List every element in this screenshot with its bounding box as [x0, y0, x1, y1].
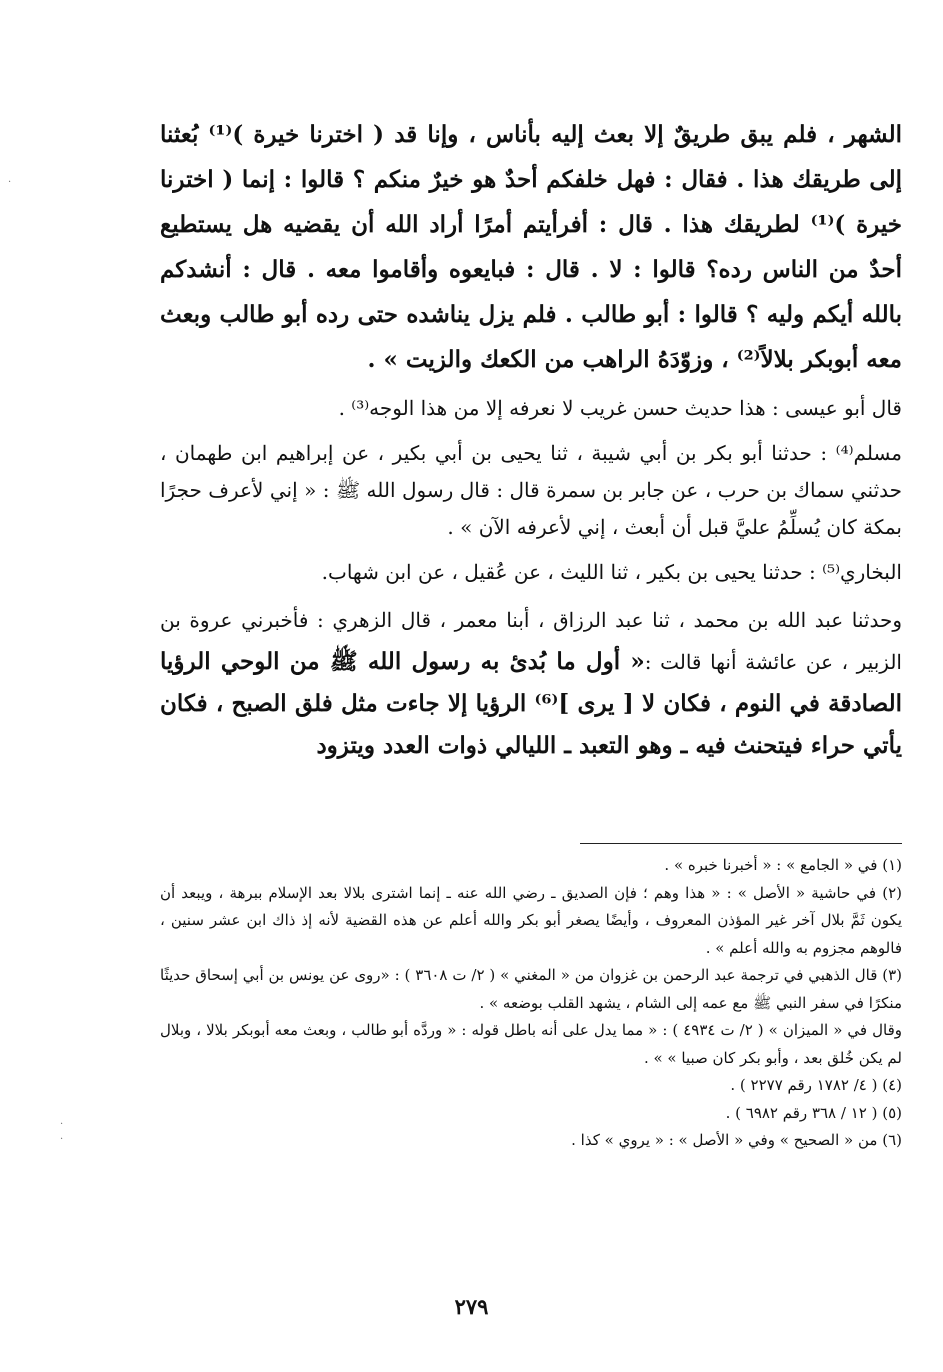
footnote-3-continued: وقال في « الميزان » ( ٢/ ت ٤٩٣٤ ) : « مما يدل على أنه باطل قوله : « وردَّه أبو طالب ، وبعث معه أبوبكر بلالا ، وبلال لم يكن خُلق بعد ، وأبو بكر كان صبيا » » .	[160, 1021, 902, 1067]
matn-text: « أول ما بُدئ به رسول الله ﷺ من الوحي الرؤيا الصادقة في النوم ، فكان لا [ يرى ]⁽⁶⁾ الرؤيا إلا جاءت مثل فلق الصبح ، فكان يأتي حراء فيتحنث فيه ـ وهو التعبد ـ الليالي ذوات العدد ويتزود	[160, 648, 902, 759]
paragraph-hadith-rahib: الشهر ، فلم يبق طريقٌ إلا بعث إليه بأناس ، وإنا قد ( اخترنا خيرة )⁽¹⁾ بُعثنا إلى طريقك هذا . فقال : فهل خلفكم أحدٌ هو خيرٌ منكم ؟ قالوا : إنما ( اخترنا خيرة )⁽¹⁾ لطريقك هذا . قال : أفرأيتم أمرًا أراد الله أن يقضيه هل يستطيع أحدٌ من الناس رده؟ قالوا : لا . قال : فبايعوه وأقاموا معه . قال : أنشدكم بالله أيكم وليه ؟ قالوا : أبو طالب . فلم يزل يناشده حتى رده أبو طالب وبعث معه أبوبكر بلالاً⁽²⁾ ، وزوّدَهُ الراهب من الكعك والزيت » .	[160, 121, 902, 373]
page-number: ٢٧٩	[454, 1294, 489, 1319]
main-text	[160, 112, 902, 767]
paragraph-zuhri	[160, 599, 902, 767]
footnote-4: (٤) ( ٤/ ١٧٨٢ رقم ٢٢٧٧ ) .	[730, 1076, 902, 1094]
paragraph-muslim: مسلم⁽⁴⁾ : حدثنا أبو بكر بن أبي شيبة ، ثنا يحيى بن أبي بكير ، عن إبراهيم ابن طهمان ، حدثني سماك بن حرب ، عن جابر بن سمرة قال : قال رسول الله ﷺ : « إني لأعرف حجرًا بمكة كان يُسلِّمُ عليَّ قبل أن أبعث ، إني لأعرفه الآن » .	[160, 441, 902, 539]
isnad-text: وحدثنا عبد الله بن محمد ، ثنا عبد الرزاق ، أبنا معمر ، قال الزهري : فأخبرني عروة بن الزبير ، عن عائشة أنها قالت :	[160, 608, 902, 674]
footnote-1: (١) في « الجامع » : « أخبرنا خبره » .	[664, 856, 902, 874]
footnote-divider	[580, 843, 902, 844]
footnote-3: (٣) قال الذهبي في ترجمة عبد الرحمن بن غزوان من « المغني » ( ٢/ ت ٣٦٠٨ ) : «روى عن يونس بن أبي إسحاق حديثًا منكرًا في سفر النبي ﷺ مع عمه إلى الشام ، يشهد القلب بوضعه » .	[160, 966, 903, 1012]
margin-mark: ·	[60, 1119, 64, 1130]
footnote-6: (٦) من « الصحيح » وفي « الأصل » : « يروي » كذا .	[571, 1131, 902, 1149]
paragraph-bukhari: البخاري⁽⁵⁾ : حدثنا يحيى بن بكير ، ثنا الليث ، عن عُقيل ، عن ابن شهاب.	[321, 560, 902, 584]
margin-mark: ·	[60, 1134, 64, 1145]
margin-mark: ·	[8, 177, 12, 188]
footnotes	[160, 852, 902, 1155]
footnote-2: (٢) في حاشية « الأصل » : « هذا وهم ؛ فإن الصديق ـ رضي الله عنه ـ إنما اشترى بلالا بعد الإسلام ببرهة ، ويبعد أن يكون ثَمَّ بلال آخر غير المؤذن المعروف ، وأيضًا يصغر أبو بكر والله أعلم عن هذه القضية لأنه إذ ذاك ابن عشر سنين ، فالوهم مجزوم به والله أعلم » .	[160, 883, 902, 957]
paragraph-abu-isa: قال أبو عيسى : هذا حديث حسن غريب لا نعرفه إلا من هذا الوجه⁽³⁾ .	[338, 396, 902, 420]
footnote-5: (٥) ( ١٢ / ٣٦٨ رقم ٦٩٨٢ ) .	[725, 1103, 902, 1122]
